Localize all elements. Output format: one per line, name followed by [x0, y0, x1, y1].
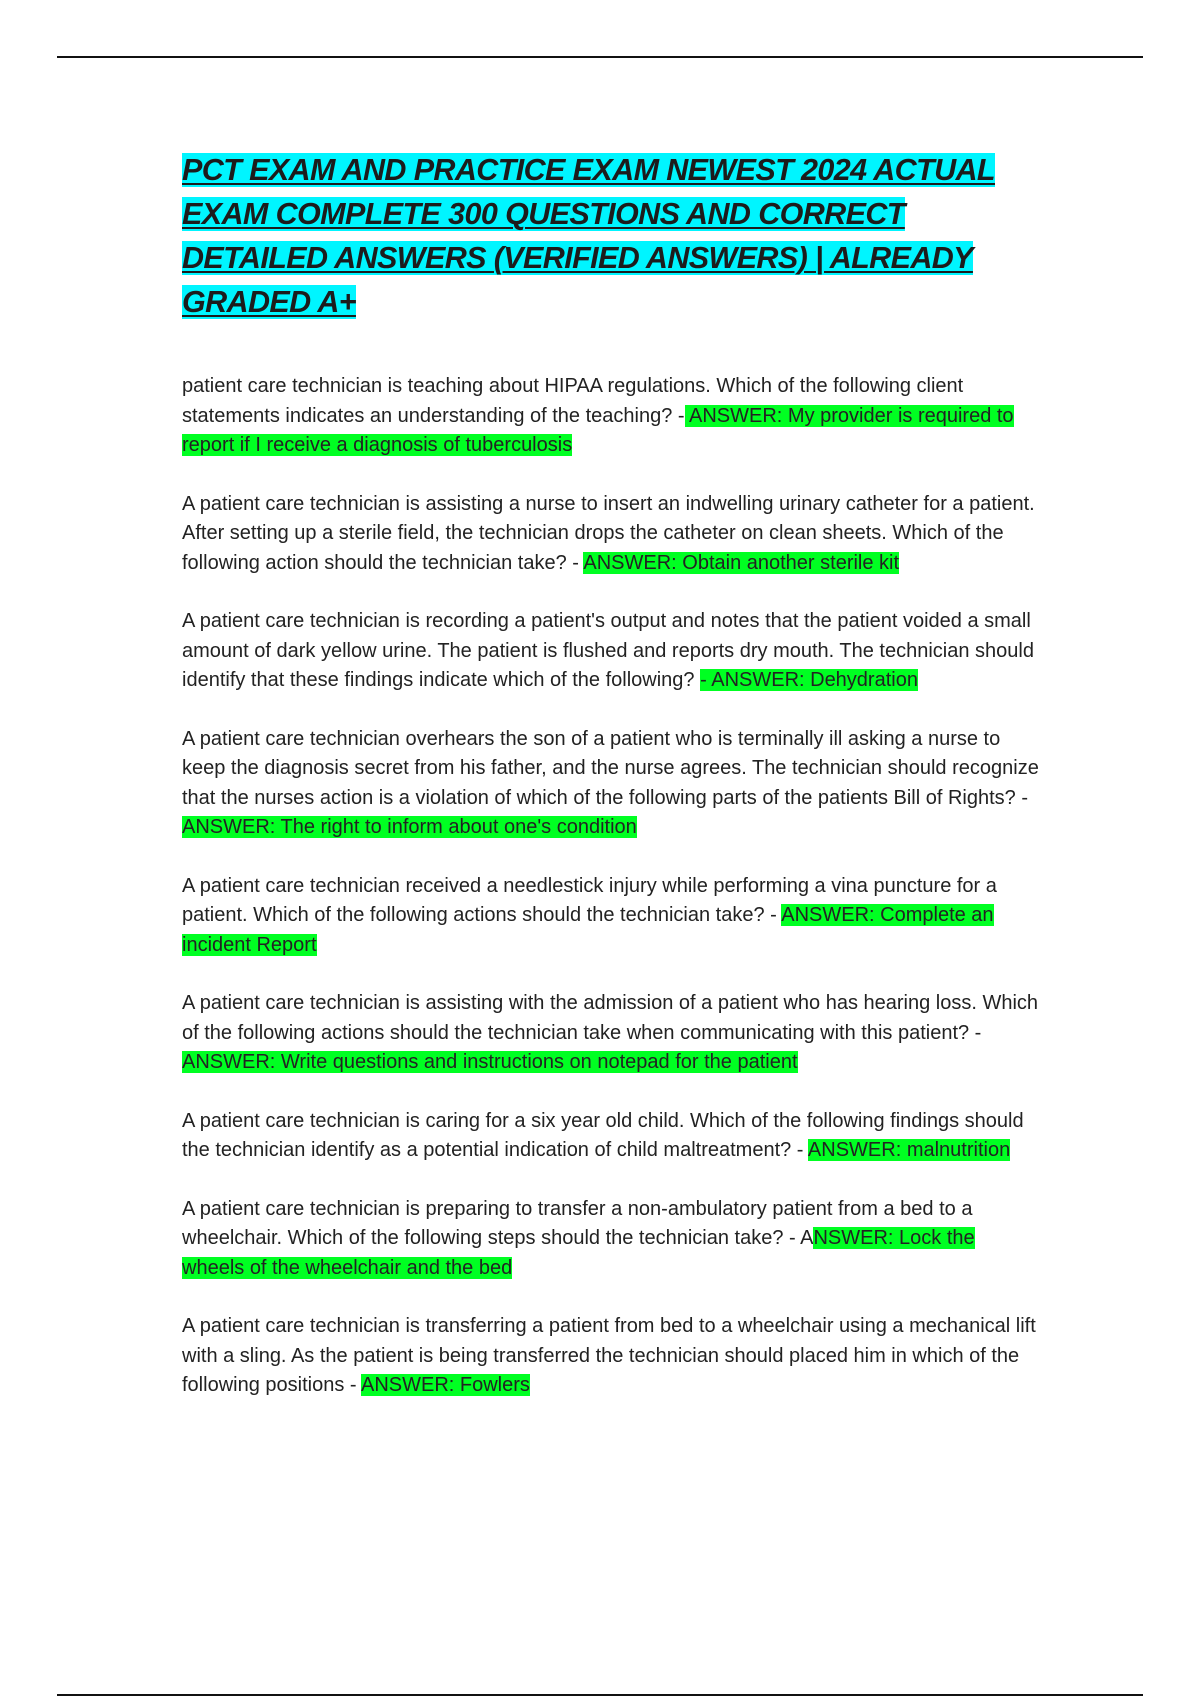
qa-item [182, 725, 1042, 843]
qa-item [182, 872, 1042, 961]
answer-text: ANSWER: Complete an incident Report [182, 904, 994, 956]
question-text: A patient care technician received a needlestick injury while performing a vina puncture for a patient. Which of the following actions should the technician take? - [182, 874, 997, 926]
answer-text: ANSWER: Fowlers [360, 1374, 530, 1396]
question-text: A patient care technician is assisting with the admission of a patient who has hearing loss. Which of the following actions should the technician take when communicating with this patient? - [182, 992, 1039, 1044]
bottom-rule [57, 1694, 1143, 1696]
answer-text: ANSWER: The right to inform about one's condition [182, 816, 637, 838]
question-text: A patient care technician is assisting a nurse to insert an indwelling urinary catheter for a patient. After setting up a sterile field, the technician drops the catheter on clean sheets. Which of the following action should the technician take? - [182, 492, 1035, 574]
answer-text: ANSWER: My provider is required to report if I receive a diagnosis of tuberculosis [182, 404, 1014, 456]
qa-item [182, 989, 1042, 1078]
qa-item [182, 1195, 1042, 1284]
answer-text: ANSWER: Write questions and instructions on notepad for the patient [182, 1051, 798, 1073]
question-text: A patient care technician is recording a patient's output and notes that the patient voided a small amount of dark yellow urine. The patient is flushed and reports dry mouth. The technician should identify that these findings indicate which of the following? [182, 610, 1034, 691]
qa-item [182, 372, 1042, 461]
document-title [182, 148, 1042, 324]
question-text: A patient care technician overhears the son of a patient who is terminally ill asking a nurse to keep the diagnosis secret from his father, and the nurse agrees. The technician should recognize that the nurses action is a violation of which of the following parts of the patients Bill of Rights? - [182, 727, 1039, 809]
question-text: A patient care technician is transferring a patient from bed to a wheelchair using a mechanical lift with a sling. As the patient is being transferred the technician should placed him in which of the following positions - [182, 1315, 1036, 1396]
question-text: patient care technician is teaching about HIPAA regulations. Which of the following client statements indicates an understanding of the teaching? - [182, 375, 964, 427]
qa-item [182, 1312, 1042, 1401]
question-text: A patient care technician is caring for a six year old child. Which of the following findings should the technician identify as a potential indication of child maltreatment? - [182, 1109, 1024, 1161]
document-title-text: PCT EXAM AND PRACTICE EXAM NEWEST 2024 ACTUAL EXAM COMPLETE 300 QUESTIONS AND CORRECT DETAILED ANSWERS (VERIFIED ANSWERS) | ALREADY GRADED A+ [182, 153, 995, 319]
top-rule [57, 56, 1143, 58]
qa-item [182, 490, 1042, 579]
qa-list [182, 372, 1042, 1401]
answer-text: ANSWER: Obtain another sterile kit [583, 551, 900, 574]
answer-text: NSWER: Lock the wheels of the wheelchair and the bed [182, 1227, 975, 1279]
qa-item [182, 1107, 1042, 1166]
document-body [182, 148, 1042, 1430]
question-text: A patient care technician is preparing to transfer a non-ambulatory patient from a bed to a wheelchair. Which of the following steps should the technician take? - A [182, 1197, 973, 1249]
qa-item [182, 607, 1042, 696]
answer-text: ANSWER: malnutrition [807, 1139, 1011, 1161]
answer-text: - ANSWER: Dehydration [700, 669, 918, 691]
